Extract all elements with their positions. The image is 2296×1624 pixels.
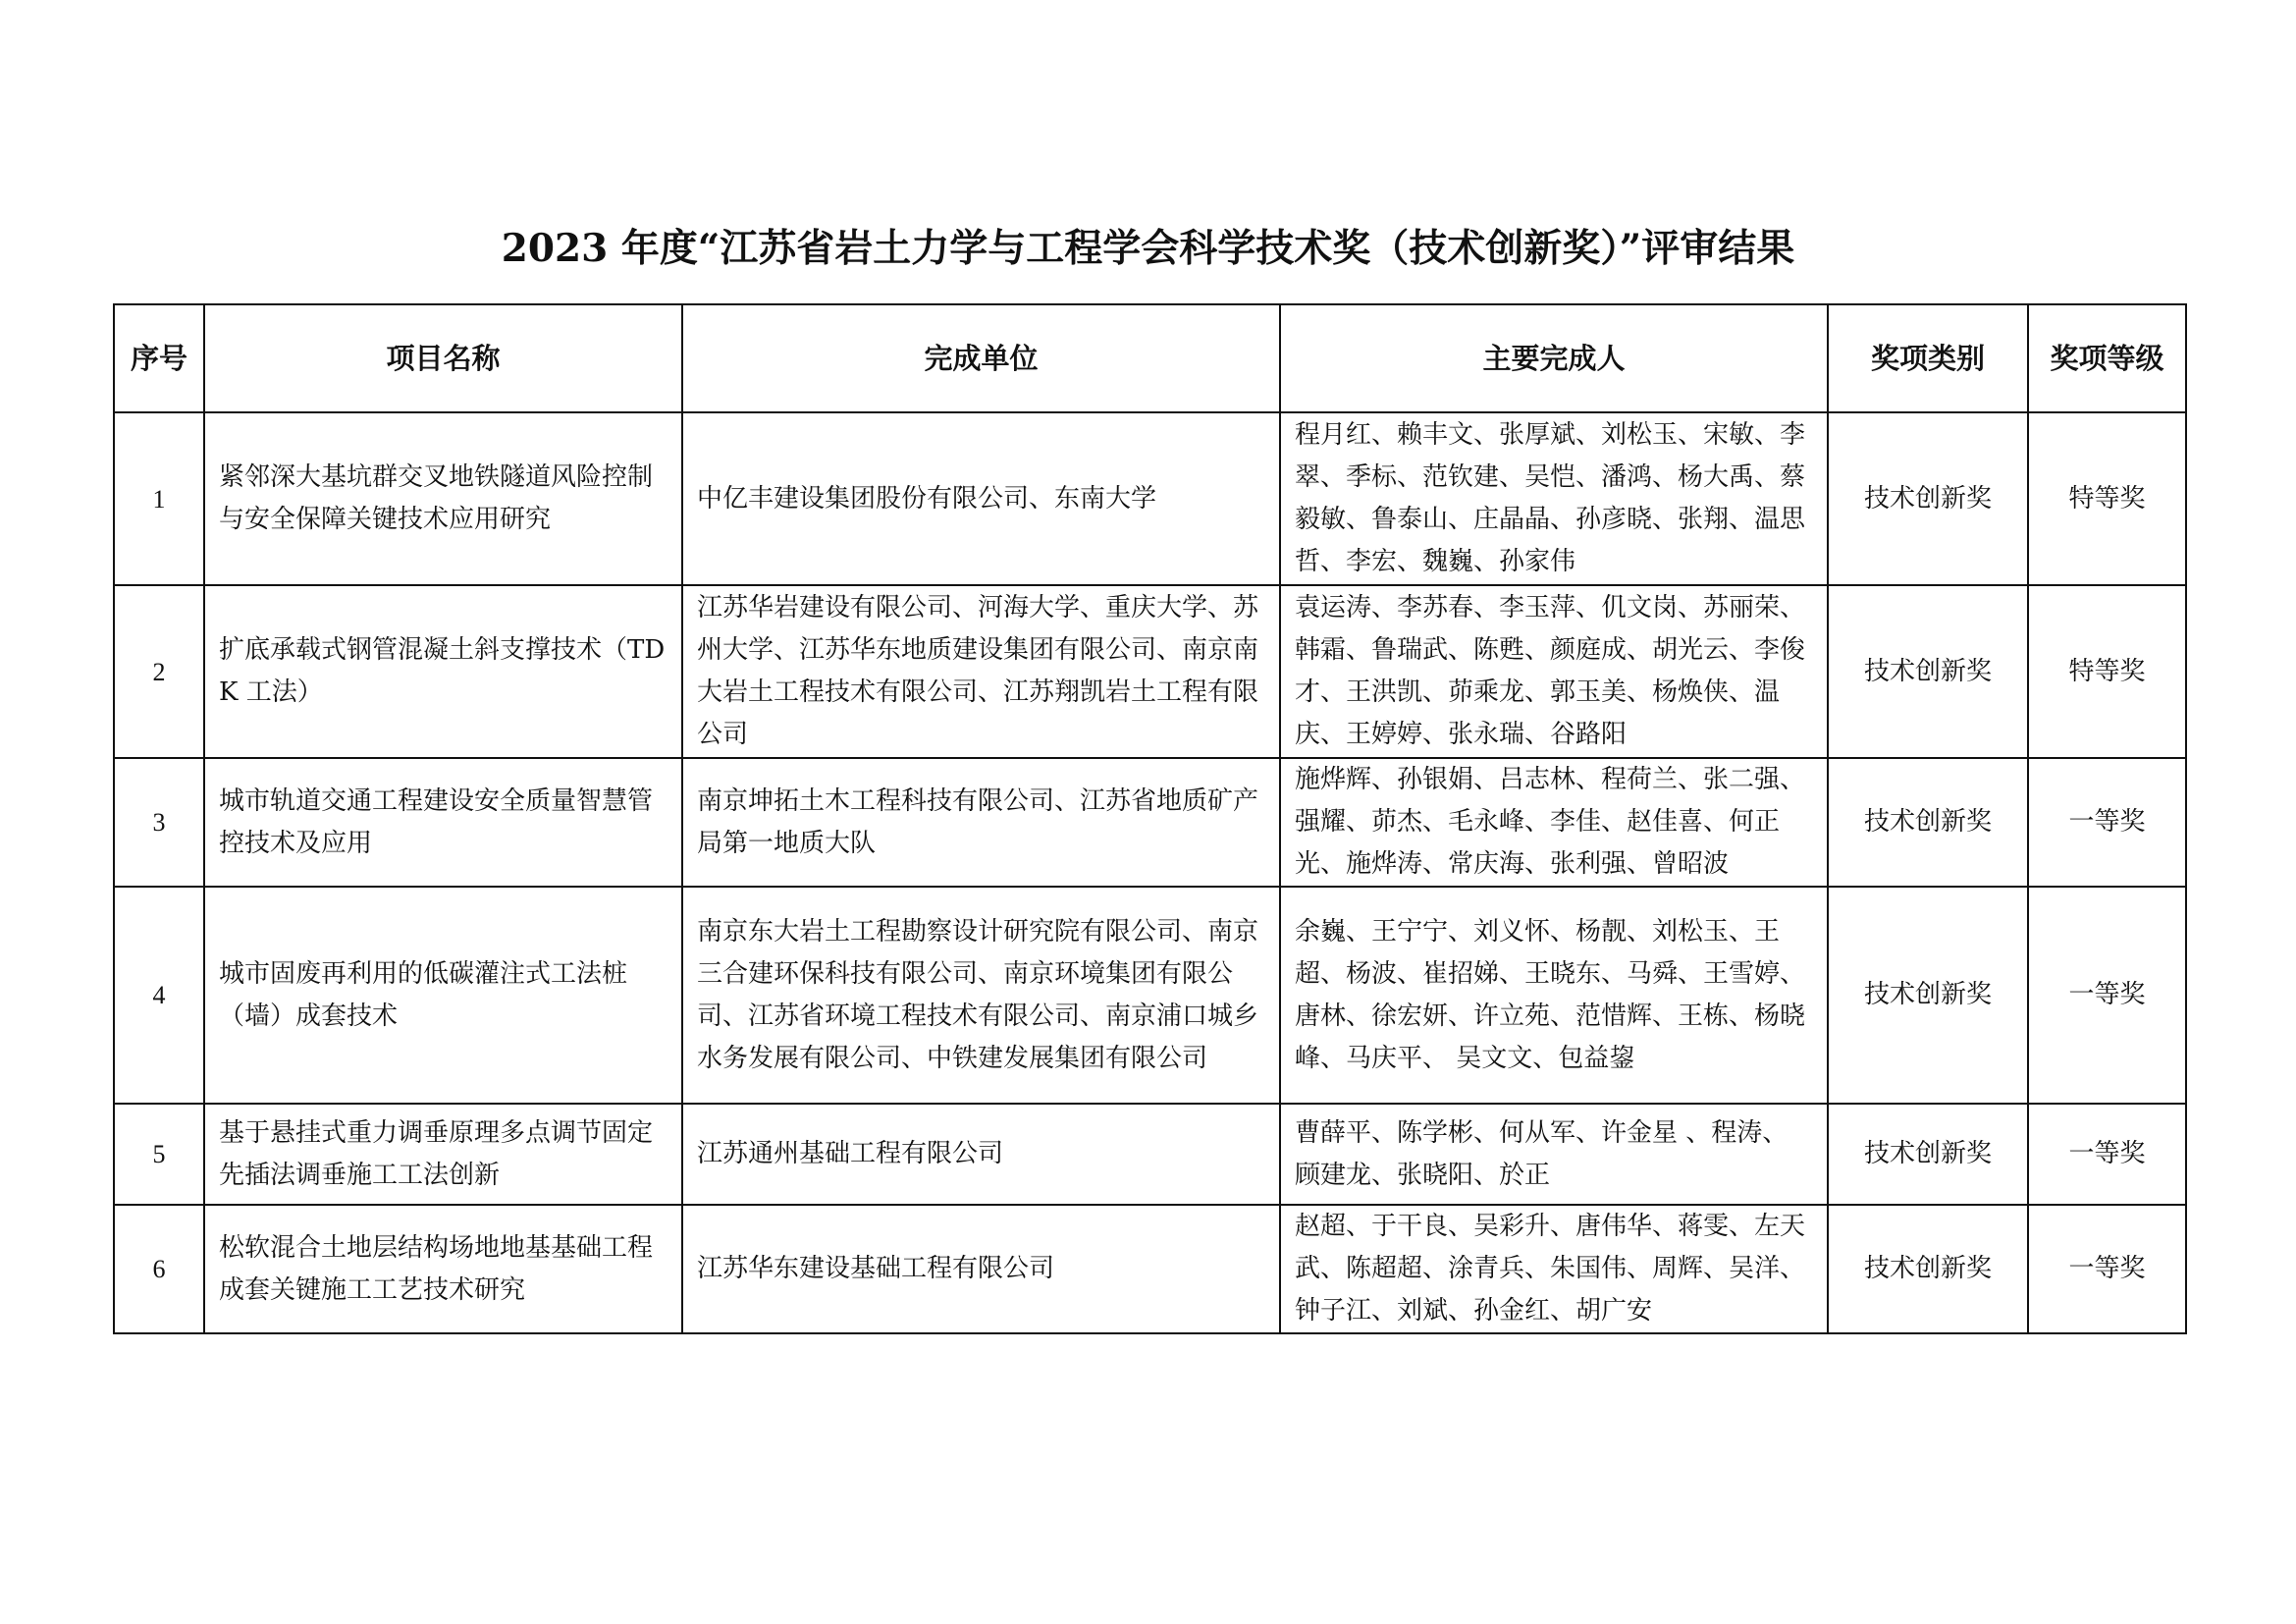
award-category: 技术创新奖 [1828, 412, 2028, 585]
completing-unit: 南京坤拓土木工程科技有限公司、江苏省地质矿产局第一地质大队 [682, 758, 1280, 887]
project-name: 紧邻深大基坑群交叉地铁隧道风险控制与安全保障关键技术应用研究 [204, 412, 682, 585]
row-index: 6 [114, 1205, 204, 1333]
award-level: 特等奖 [2028, 412, 2186, 585]
row-index: 1 [114, 412, 204, 585]
project-name: 城市固废再利用的低碳灌注式工法桩（墙）成套技术 [204, 887, 682, 1104]
award-category: 技术创新奖 [1828, 887, 2028, 1104]
completing-unit: 江苏通州基础工程有限公司 [682, 1104, 1280, 1205]
award-level: 一等奖 [2028, 887, 2186, 1104]
row-index: 4 [114, 887, 204, 1104]
main-contributors: 曹薛平、陈学彬、何从军、许金星 、程涛、顾建龙、张晓阳、於正 [1280, 1104, 1828, 1205]
header-category: 奖项类别 [1828, 304, 2028, 412]
main-contributors: 赵超、于干良、吴彩升、唐伟华、蒋雯、左天武、陈超超、涂青兵、朱国伟、周辉、吴洋、钟子江、刘斌、孙金红、胡广安 [1280, 1205, 1828, 1333]
page-title: 2023 年度“江苏省岩土力学与工程学会科学技术奖（技术创新奖）”评审结果 [501, 226, 1795, 271]
table-row [114, 1104, 2186, 1205]
award-level: 特等奖 [2028, 585, 2186, 758]
award-level: 一等奖 [2028, 758, 2186, 887]
main-contributors: 程月红、赖丰文、张厚斌、刘松玉、宋敏、李翠、季标、范钦建、吴恺、潘鸿、杨大禹、蔡毅敏、鲁泰山、庄晶晶、孙彦晓、张翔、温思哲、李宏、魏巍、孙家伟 [1280, 412, 1828, 585]
award-level: 一等奖 [2028, 1205, 2186, 1333]
header-project: 项目名称 [204, 304, 682, 412]
table-row [114, 412, 2186, 585]
completing-unit: 江苏华东建设基础工程有限公司 [682, 1205, 1280, 1333]
award-category: 技术创新奖 [1828, 1205, 2028, 1333]
completing-unit: 江苏华岩建设有限公司、河海大学、重庆大学、苏州大学、江苏华东地质建设集团有限公司、南京南大岩土工程技术有限公司、江苏翔凯岩土工程有限公司 [682, 585, 1280, 758]
header-row [114, 304, 2186, 412]
main-contributors: 施烨辉、孙银娟、吕志林、程荷兰、张二强、强耀、茆杰、毛永峰、李佳、赵佳喜、何正光、施烨涛、常庆海、张利强、曾昭波 [1280, 758, 1828, 887]
header-people: 主要完成人 [1280, 304, 1828, 412]
header-level: 奖项等级 [2028, 304, 2186, 412]
row-index: 5 [114, 1104, 204, 1205]
completing-unit: 中亿丰建设集团股份有限公司、东南大学 [682, 412, 1280, 585]
award-category: 技术创新奖 [1828, 758, 2028, 887]
row-index: 3 [114, 758, 204, 887]
completing-unit: 南京东大岩土工程勘察设计研究院有限公司、南京三合建环保科技有限公司、南京环境集团有限公司、江苏省环境工程技术有限公司、南京浦口城乡水务发展有限公司、中铁建发展集团有限公司 [682, 887, 1280, 1104]
award-category: 技术创新奖 [1828, 585, 2028, 758]
project-name: 基于悬挂式重力调垂原理多点调节固定先插法调垂施工工法创新 [204, 1104, 682, 1205]
results-table [113, 303, 2187, 1334]
table-row [114, 585, 2186, 758]
row-index: 2 [114, 585, 204, 758]
award-level: 一等奖 [2028, 1104, 2186, 1205]
project-name: 城市轨道交通工程建设安全质量智慧管控技术及应用 [204, 758, 682, 887]
project-name: 扩底承载式钢管混凝土斜支撑技术（TDK 工法） [204, 585, 682, 758]
header-unit: 完成单位 [682, 304, 1280, 412]
main-contributors: 袁运涛、李苏春、李玉萍、仉文岗、苏丽荣、韩霜、鲁瑞武、陈甦、颜庭成、胡光云、李俊才、王洪凯、茆乘龙、郭玉美、杨焕侠、温庆、王婷婷、张永瑞、谷路阳 [1280, 585, 1828, 758]
table-row [114, 758, 2186, 887]
main-contributors: 余巍、王宁宁、刘义怀、杨靓、刘松玉、王超、杨波、崔招娣、王晓东、马舜、王雪婷、唐林、徐宏妍、许立苑、范惜辉、王栋、杨晓峰、马庆平、 吴文文、包益鋆 [1280, 887, 1828, 1104]
header-index: 序号 [114, 304, 204, 412]
award-category: 技术创新奖 [1828, 1104, 2028, 1205]
table-row [114, 887, 2186, 1104]
project-name: 松软混合土地层结构场地地基基础工程成套关键施工工艺技术研究 [204, 1205, 682, 1333]
table-row [114, 1205, 2186, 1333]
